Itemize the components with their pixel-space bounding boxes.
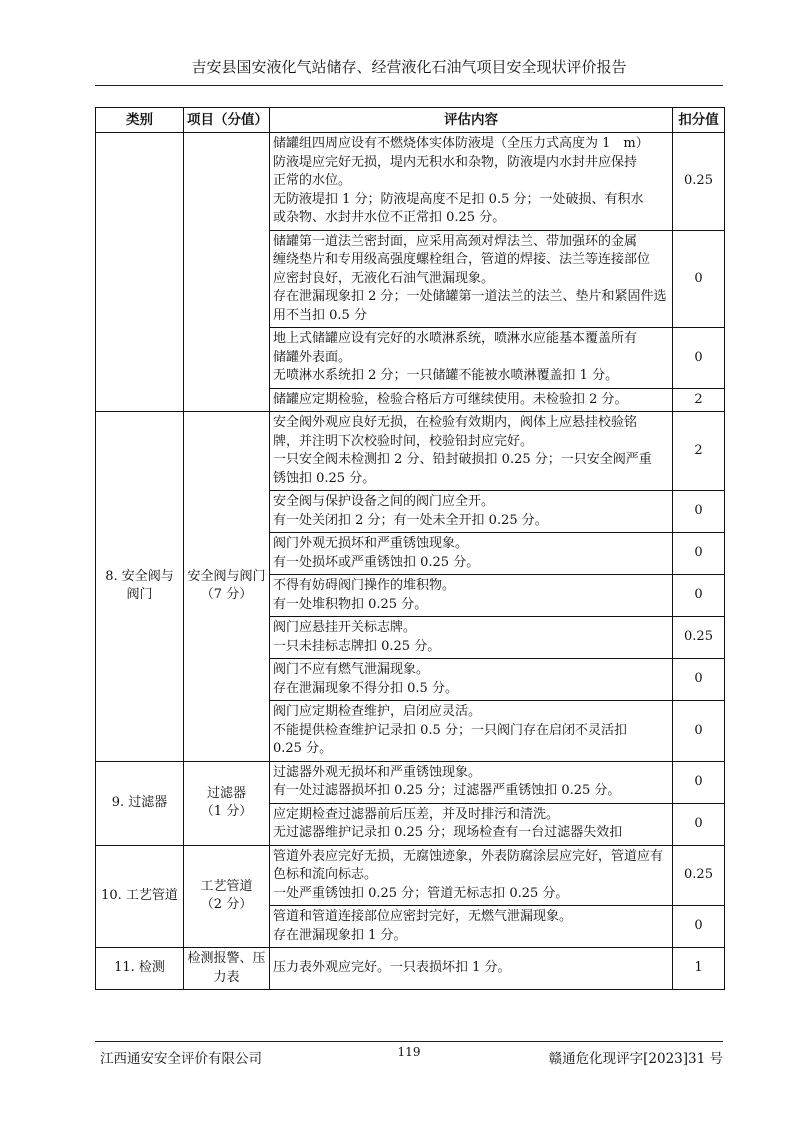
- content-line: 有一处堆积物扣 0.25 分。: [273, 596, 428, 612]
- table-row: [96, 412, 725, 491]
- table-row: [96, 845, 725, 906]
- content-cell: [270, 948, 673, 990]
- footer-doc-number: 赣通危化现评字[2023]31 号: [548, 1051, 723, 1067]
- content-cell: [270, 533, 673, 575]
- footer-page-number: 119: [397, 1045, 421, 1059]
- report-title: 吉安县国安液化气站储存、经营液化石油气项目安全现状评价报告: [191, 58, 627, 76]
- score-cell: 0: [673, 761, 725, 803]
- content-cell: [270, 575, 673, 617]
- content-line: 有一处过滤器损坏扣 0.25 分；过滤器严重锈蚀扣 0.25 分。: [273, 783, 621, 798]
- score-cell: 2: [673, 412, 725, 491]
- col-header-project: 项目（分值）: [184, 108, 270, 133]
- content-line: 地上式储罐应设有完好的水喷淋系统，喷淋水应能基本覆盖所有: [273, 331, 638, 346]
- score-cell: 0: [673, 328, 725, 389]
- col-header-content: 评估内容: [270, 108, 673, 133]
- score-cell: 0.25: [673, 845, 725, 906]
- category-cell: 11. 检测: [96, 948, 184, 990]
- content-line: 阀门应定期检查维护，启闭应灵活。: [273, 704, 482, 719]
- table-row: [96, 133, 725, 231]
- table-row: [96, 761, 725, 803]
- score-cell: 0: [673, 533, 725, 575]
- score-cell: 0: [673, 491, 725, 533]
- category-cell: [96, 133, 184, 412]
- project-cell: [184, 133, 270, 412]
- content-line: 存在泄漏现象扣 2 分；一处储罐第一道法兰的法兰、垫片和紧固件选: [273, 289, 667, 304]
- content-line: 安全阀与保护设备之间的阀门应全开。: [273, 494, 495, 509]
- content-line: 或杂物、水封井水位不正常扣 0.25 分。: [273, 210, 506, 225]
- content-cell: [270, 617, 673, 659]
- score-cell: 0: [673, 803, 725, 845]
- content-cell: [270, 388, 673, 412]
- content-cell: [270, 906, 673, 948]
- content-cell: [270, 133, 673, 231]
- content-cell: [270, 412, 673, 491]
- category-cell: 10. 工艺管道: [96, 845, 184, 948]
- project-line: 过滤器: [206, 785, 246, 801]
- score-cell: 0: [673, 575, 725, 617]
- footer-company: 江西通安安全评价有限公司: [100, 1051, 262, 1067]
- project-cell: [184, 948, 270, 990]
- content-line: 过滤器外观无损坏和严重锈蚀现象。: [273, 764, 482, 780]
- project-cell: [184, 412, 270, 762]
- page-header: [95, 56, 723, 86]
- score-cell: 0: [673, 230, 725, 328]
- content-line: 储罐组四周应设有不燃烧体实体防液堤（全压力式高度为 1 m）: [273, 136, 649, 151]
- score-cell: 2: [673, 388, 725, 412]
- content-cell: [270, 701, 673, 762]
- table-row: [96, 948, 725, 990]
- project-line: （7 分）: [200, 587, 253, 603]
- content-line: 有一处关闭扣 2 分；有一处未全开扣 0.25 分。: [273, 512, 548, 528]
- project-line: 工艺管道: [200, 878, 253, 894]
- score-cell: 0: [673, 659, 725, 701]
- content-line: 锈蚀扣 0.25 分。: [273, 470, 376, 486]
- content-line: 安全阀外观应良好无损，在检验有效期内，阀体上应悬挂校验铭: [273, 415, 638, 430]
- content-line: 有一处损坏或严重锈蚀扣 0.25 分。: [273, 554, 480, 570]
- content-cell: [270, 803, 673, 845]
- content-line: 正常的水位。: [273, 173, 352, 188]
- project-line: （2 分）: [200, 897, 253, 913]
- content-cell: [270, 230, 673, 328]
- content-cell: [270, 491, 673, 533]
- col-header-category: 类别: [96, 108, 184, 133]
- content-line: 管道和管道连接部位应密封完好，无燃气泄漏现象。: [273, 909, 573, 924]
- category-cell: 9. 过滤器: [96, 761, 184, 845]
- content-line: 一处严重锈蚀扣 0.25 分；管道无标志扣 0.25 分。: [273, 885, 569, 901]
- score-cell: 0.25: [673, 133, 725, 231]
- content-cell: [270, 761, 673, 803]
- content-line: 储罐应定期检验，检验合格后方可继续使用。未检验扣 2 分。: [273, 391, 628, 407]
- content-line: 防液堤应完好无损，堤内无积水和杂物，防液堤内水封井应保持: [273, 154, 638, 170]
- score-cell: 1: [673, 948, 725, 990]
- content-line: 存在泄漏现象扣 1 分。: [273, 927, 407, 943]
- content-line: 0.25 分。: [273, 741, 333, 756]
- content-line: 色标和流向标志。: [273, 867, 378, 882]
- content-line: 用不当扣 0.5 分: [273, 307, 367, 323]
- score-cell: 0: [673, 906, 725, 948]
- content-cell: [270, 328, 673, 389]
- content-line: 阀门不应有燃气泄漏现象。: [273, 662, 430, 677]
- page-footer: [95, 1041, 723, 1067]
- content-line: 不得有妨碍阀门操作的堆积物。: [273, 578, 456, 593]
- project-line: （1 分）: [200, 804, 253, 819]
- project-line: 安全阀与阀门: [187, 568, 266, 584]
- table-body: [96, 133, 725, 990]
- evaluation-table: [95, 107, 725, 990]
- content-line: 压力表外观应完好。一只表损坏扣 1 分。: [273, 960, 511, 976]
- content-line: 阀门外观无损坏和严重锈蚀现象。: [273, 536, 469, 551]
- content-line: 阀门应悬挂开关标志牌。: [273, 620, 417, 635]
- project-cell: [184, 761, 270, 845]
- score-cell: 0: [673, 701, 725, 762]
- content-line: 不能提供检查维护记录扣 0.5 分；一只阀门存在启闭不灵活扣: [273, 722, 627, 738]
- content-line: 储罐第一道法兰密封面，应采用高颈对焊法兰、带加强环的金属: [273, 233, 638, 249]
- content-line: 一只未挂标志牌扣 0.25 分。: [273, 638, 441, 654]
- project-cell: [184, 845, 270, 948]
- content-line: 应密封良好，无液化石油气泄漏现象。: [273, 270, 495, 286]
- score-cell: 0.25: [673, 617, 725, 659]
- content-line: 无过滤器维护记录扣 0.25 分；现场检查有一台过滤器失效扣: [273, 825, 623, 840]
- content-cell: [270, 845, 673, 906]
- project-line: 检测报警、压: [187, 951, 266, 966]
- col-header-score: 扣分值: [673, 108, 725, 133]
- content-line: 缠绕垫片和专用级高强度螺栓组合，管道的焊接、法兰等连接部位: [273, 252, 651, 267]
- content-cell: [270, 659, 673, 701]
- project-line: 力表: [213, 969, 240, 985]
- content-line: 无喷淋水系统扣 2 分；一只储罐不能被水喷淋覆盖扣 1 分。: [273, 368, 619, 383]
- content-line: 无防液堤扣 1 分；防液堤高度不足扣 0.5 分；一处破损、有积水: [273, 191, 644, 207]
- content-line: 存在泄漏现象不得分扣 0.5 分。: [273, 680, 458, 696]
- content-line: 应定期检查过滤器前后压差，并及时排污和清洗。: [273, 806, 560, 822]
- content-line: 牌，并注明下次校验时间，校验铅封应完好。: [273, 433, 534, 449]
- content-line: 储罐外表面。: [273, 349, 352, 365]
- table-header-row: [96, 108, 725, 133]
- content-line: 一只安全阀未检测扣 2 分、铅封破损扣 0.25 分；一只安全阀严重: [273, 452, 652, 467]
- category-cell: 8. 安全阀与阀门: [96, 412, 184, 762]
- content-line: 管道外表应完好无损，无腐蚀迹象，外表防腐涂层应完好，管道应有: [273, 848, 664, 864]
